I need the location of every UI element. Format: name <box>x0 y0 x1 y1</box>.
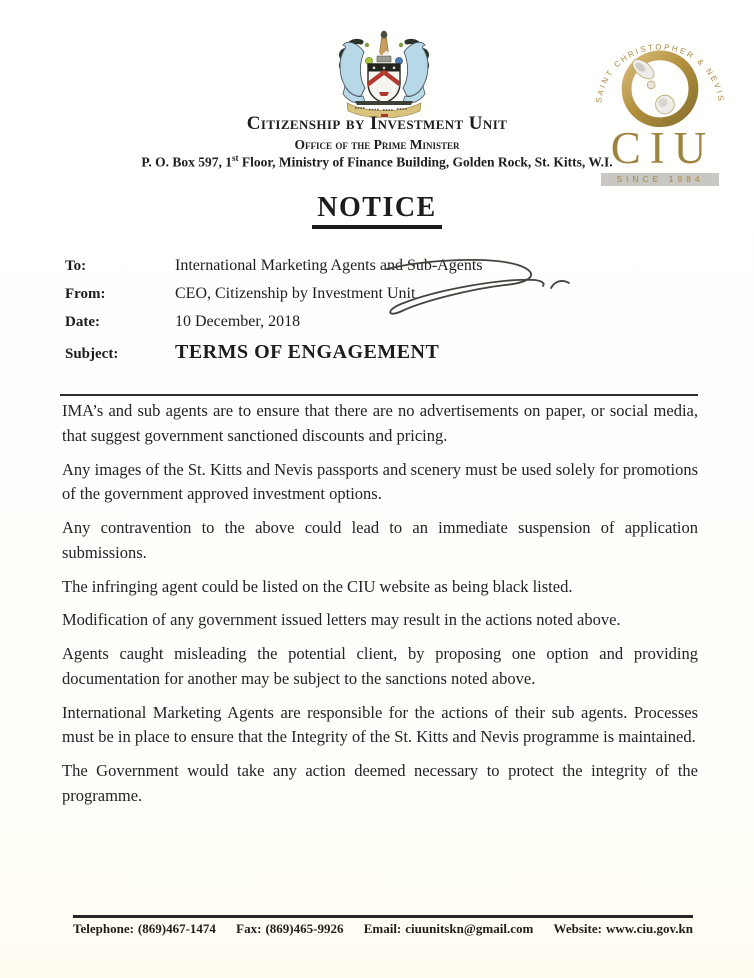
section-divider <box>60 394 698 396</box>
date-value: 10 December, 2018 <box>175 313 301 330</box>
ciu-acronym: CIU <box>610 123 716 173</box>
footer-telephone: Telephone: (869)467-1474 <box>73 921 216 936</box>
to-value: International Marketing Agents and Sub-Agents <box>175 257 483 274</box>
footer-fax: Fax: (869)465-9926 <box>236 921 344 936</box>
notice-heading-wrap <box>0 192 754 229</box>
paragraph: Any contravention to the above could lead to an immediate suspension of application submissions. <box>62 518 698 562</box>
paragraph: The Government would take any action deemed necessary to protect the integrity of the programme. <box>62 761 698 805</box>
ciu-logo <box>586 18 734 186</box>
notice-title: NOTICE <box>312 192 441 229</box>
memo-row-subject <box>65 341 625 364</box>
ciu-since-badge: SINCE 1984 <box>601 173 719 186</box>
paragraph: The infringing agent could be listed on the CIU website as being black listed. <box>62 576 573 596</box>
to-label: To: <box>65 258 87 274</box>
paragraph: Agents caught misleading the potential client, by proposing one option and providing documentation for another may be subject to the sanctions noted above. <box>62 644 698 688</box>
logo-arc-text: SAINT CHRISTOPHER & NEVIS <box>594 42 726 104</box>
ciu-ring-icon <box>586 18 734 136</box>
footer-email: Email: ciuunitskn@gmail.com <box>363 921 534 936</box>
contact-footer <box>73 915 693 937</box>
subject-label: Subject: <box>65 346 119 362</box>
subject-value: TERMS OF ENGAGEMENT <box>175 341 440 363</box>
address-line: P. O. Box 597, 1st Floor, Ministry of Finance Building, Golden Rock, St. Kitts, W.I. <box>141 153 613 170</box>
footer-website: Website: www.ciu.gov.kn <box>553 921 693 936</box>
signature-icon <box>383 252 583 324</box>
office-line: Office of the Prime Minister <box>294 137 460 153</box>
coat-of-arms-icon <box>330 30 438 118</box>
paragraph: International Marketing Agents are responsible for the actions of their sub agents. Processes must be in place to ensure that the Integrity of the St. Kitts and Nevis programme is maintained. <box>62 702 698 747</box>
from-value: CEO, Citizenship by Investment Unit <box>175 285 416 302</box>
paragraph: Modification of any government issued letters may result in the actions noted above. <box>62 610 621 630</box>
letter-body <box>62 399 698 818</box>
from-label: From: <box>65 286 106 302</box>
paragraph: IMA’s and sub agents are to ensure that there are no advertisements on paper, or social media, that suggest government sanctioned discounts and pricing. <box>62 401 698 445</box>
paragraph: Any images of the St. Kitts and Nevis passports and scenery must be used solely for promotions of the government approved investment options. <box>62 459 698 504</box>
date-label: Date: <box>65 314 100 330</box>
org-name: Citizenship by Investment Unit <box>246 113 508 134</box>
